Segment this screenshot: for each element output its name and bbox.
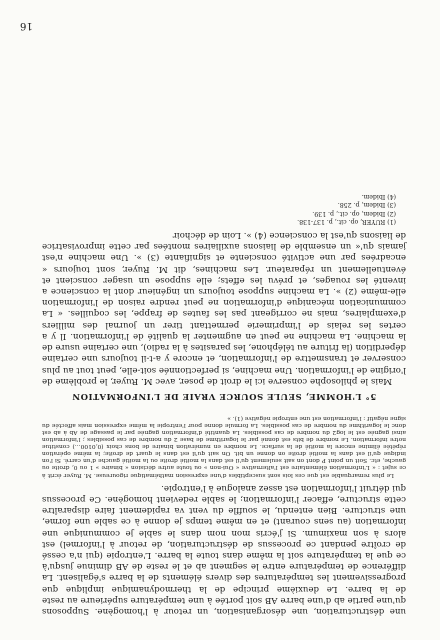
paragraph-origin-information: Mais le philosophe conserve ici le droit de poser, avec M. Ruyer, le problème de l'origine de l'information. Une machine, si perfectionnée soit-elle, peut tout au plus conserver et transmettre de l'information, et encore y a-t-il toujours une certaine déperdition (la friture au téléphone, les parasites à la radio), une certaine usure de la machine. La machine ne peut en augmenter la qualité de l'information. Il y a certes les relais de l'imprimerie permettant tirer un journal des milliers d'exemplaires, mais ne corrigeant pas les fautes de frappe, les coquilles. « La communication mécanique d'information ne peut rendre raison de l'information elle-même (2) ». La machine suppose toujours un ingénieur dont la conscience a inventé les rouages, et prévu les effets; elle suppose un usager conscient et éventuellement un réparateur. Les machines, dit M. Ruyer, sont toujours « encadrées par une activité consciente et signifiante (3) ». Une machine n'est jamais qu'« un ensemble de liaisons auxiliaires montées par cette improvisatrice de liaisons qu'est la conscience (4) ». Loin de déchoir xyxy=(42,230,406,386)
paragraph-entropy: une déstructuration, une désorganisation, un retour à l'homogène. Supposons qu'une partie ab d'une barre AB soit portée à une température supérieure au reste de la barre. Le deuxième principe de la thermodynamique implique que progressivement les températures des divers éléments de la barre s'égalisent. La différence de température entre le segment ab et le reste de AB diminue jusqu'à ce que la température soit la même dans toute la barre. L'entropie (qui n'a cessé de croître pendant ce processus de déstructuration, de retour à l'informel) est alors à son maximum. Si j'écris mon nom dans le sable je communique une information (au sens courant) et en même temps je donne à ce sable une forme, une structure. Bien entendu, le souffle du vent va rapidement faire disparaître cette structure, effacer l'information; le sable redevient homogène. Ce processus qui détruit l'information est assez analogue à l'entropie. xyxy=(42,482,406,616)
footnote-4: (4) Ibidem. xyxy=(361,193,396,201)
note-information-formula: Le plus remarquable est que ces lois sont susceptibles d'une expression mathématique rigoureuse. M. Ruyer écrit à ce sujet : « L'information élémentaire est l'alternative « Oui-non » ou toute autre décision « binaire » 1 ou 0, droite ou gauche, etc. Soit un point P dont on sait seulement qu'il est dans la moitié droite ou la moitié gauche d'un carré. Si l'on indique qu'il est dans la moitié droite on donne un bit. On sait qu'il est dans le quart de droite; la même opération répétée élimine encore la moitié de la surface. Le nombre en numération binaire de bons choix (0,0100…) constitue notre information. Le nombre de bits est donné par le logarithme de base 2 du nombre de cas possibles ; l'information ainsi gagnée est le log2 du nombre de cas possibles. La quantité d'information gagnée par le passage de Ab à ab est donc le logarithme du nombre de cas possibles. La formule donne pour l'entropie la même expression mais affectée du signe négatif : l'information est une entropie négative (1). » xyxy=(42,414,406,478)
footnote-3: (3) Ibidem, p. 258. xyxy=(337,201,396,209)
footnotes xyxy=(42,192,406,225)
page-number: 16 xyxy=(20,20,33,31)
section-heading: 5° L'HOMME, SEULE SOURCE VRAIE DE L'INFORMATION xyxy=(71,391,377,402)
footnote-2: (2) Ibidem, op. cit., p. 139. xyxy=(312,209,396,217)
footnote-1: (1) RUYER, op. cit., p. 137-138. xyxy=(297,217,396,225)
page-content xyxy=(42,192,406,616)
